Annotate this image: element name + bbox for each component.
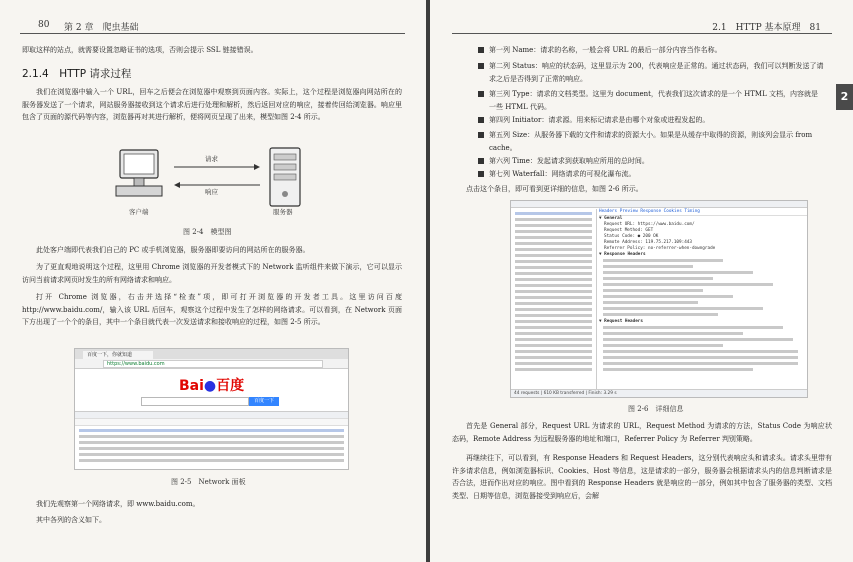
- table-row[interactable]: [79, 441, 344, 444]
- chapter-title: 第 2 章 爬虫基础: [64, 23, 139, 33]
- list-item[interactable]: [515, 362, 592, 365]
- address-bar[interactable]: https://www.baidu.com: [103, 360, 323, 368]
- table-row[interactable]: [79, 453, 344, 456]
- baidu-logo: Bai●百度: [179, 378, 245, 394]
- list-item[interactable]: [515, 248, 592, 251]
- server-label: 服务器: [273, 208, 293, 216]
- figure-2-4-caption: 图 2-4 模型图: [183, 228, 232, 236]
- figure-2-6-screenshot: [510, 200, 808, 398]
- page-number: 80: [38, 20, 50, 30]
- page-header: 2.1 HTTP 基本原理 81: [712, 23, 821, 33]
- list-item[interactable]: [515, 212, 592, 215]
- paragraph-2: 此处客户端即代表我们自己的 PC 或手机浏览器，服务器即要访问的网站所在的服务器。: [36, 246, 310, 254]
- list-item[interactable]: [515, 332, 592, 335]
- bullet-icon: [478, 63, 484, 69]
- bullet-item: 第五列 Size：从服务器下载的文件和请求的资源大小。如果是从缓存中取得的资源，则该列会显示 from cache。: [478, 129, 824, 154]
- chapter-tab: 2: [836, 84, 853, 110]
- header-rule: [452, 33, 832, 34]
- list-item[interactable]: [515, 326, 592, 329]
- list-item[interactable]: [515, 338, 592, 341]
- client-label: 客户端: [129, 208, 149, 216]
- list-item[interactable]: [515, 368, 592, 371]
- computer-icon: [116, 150, 162, 196]
- devtools-toolbar: [511, 201, 807, 208]
- figure-2-5-screenshot: [74, 348, 349, 470]
- figure-2-5-caption: 图 2-5 Network 面板: [171, 478, 246, 486]
- browser-tab[interactable]: 百度一下，你就知道: [83, 351, 153, 359]
- bullet-item: 第四列 Initiator：请求源。用来标记请求是由哪个对象或进程发起的。: [478, 114, 824, 127]
- request-name-list: [511, 209, 597, 391]
- list-item[interactable]: [515, 308, 592, 311]
- response-headers-title[interactable]: ▼ Response Headers: [599, 252, 646, 257]
- request-details-panel: [599, 209, 807, 374]
- list-item[interactable]: [515, 344, 592, 347]
- remote-address: Remote Address: 119.75.217.109:443: [604, 240, 692, 245]
- paragraph-2: 首先是 General 部分，Request URL 为请求的 URL，Request Method 为请求的方法，Status Code 为响应状态码，Remote Address 为远程服务器的地址和端口，Referrer Policy 为 Referrer 判别策略。: [452, 422, 832, 443]
- list-item[interactable]: [515, 278, 592, 281]
- network-request-table: [75, 429, 348, 462]
- list-item[interactable]: [515, 230, 592, 233]
- left-page: [0, 0, 426, 562]
- list-item[interactable]: [515, 254, 592, 257]
- devtools-tabs: [75, 411, 348, 419]
- bullet-item: 第三列 Type：请求的文档类型。这里为 document，代表我们这次请求的是一个 HTML 文档，内容就是一些 HTML 代码。: [478, 88, 824, 113]
- list-item[interactable]: [515, 272, 592, 275]
- baidu-homepage: [75, 369, 348, 411]
- bullet-item: 第六列 Time：发起请求到获取响应所用的总时间。: [478, 155, 824, 168]
- bullet-icon: [478, 132, 484, 138]
- list-item[interactable]: [515, 242, 592, 245]
- section-heading: 2.1.4 HTTP 请求过程: [22, 68, 132, 80]
- intro-paragraph: 即取这样的站点，就需要设置忽略证书的选项，否则会提示 SSL 链接错误。: [22, 46, 258, 54]
- request-headers-title[interactable]: ▼ Request Headers: [599, 319, 643, 324]
- table-row[interactable]: [79, 429, 344, 432]
- list-item[interactable]: [515, 266, 592, 269]
- bullet-icon: [478, 117, 484, 123]
- paragraph-6: 其中各列的含义如下。: [36, 516, 106, 524]
- paragraph-1: 点击这个条目，即可看到更详细的信息，如图 2-6 所示。: [466, 185, 643, 193]
- list-item[interactable]: [515, 260, 592, 263]
- bullet-icon: [478, 158, 484, 164]
- figure-2-4: [110, 144, 320, 222]
- search-button[interactable]: 百度一下: [249, 397, 279, 406]
- list-item[interactable]: [515, 236, 592, 239]
- list-item[interactable]: [515, 356, 592, 359]
- paw-icon: ●: [203, 378, 217, 394]
- list-item[interactable]: [515, 224, 592, 227]
- list-item[interactable]: [515, 320, 592, 323]
- request-url: Request URL: https://www.baidu.com/: [604, 222, 695, 227]
- paragraph-5: 我们先观察第一个网络请求，即 www.baidu.com。: [36, 500, 200, 508]
- bullet-icon: [478, 47, 484, 53]
- bullet-icon: [478, 91, 484, 97]
- browser-tabbar: [75, 349, 348, 359]
- list-item[interactable]: [515, 350, 592, 353]
- table-row[interactable]: [79, 447, 344, 450]
- bullet-icon: [478, 171, 484, 177]
- details-tabs[interactable]: Headers Preview Response Cookies Timing: [599, 209, 807, 216]
- request-headers-lines: [599, 326, 807, 371]
- devtools-filter-bar: [75, 419, 348, 426]
- response-headers-lines: [599, 259, 807, 316]
- table-row[interactable]: [79, 435, 344, 438]
- list-item[interactable]: [515, 218, 592, 221]
- paragraph-3: 为了更直观地说明这个过程，这里用 Chrome 浏览器的开发者模式下的 Network 监听组件来做下演示，它可以显示访问当前请求网页时发生的所有网络请求和响应。: [22, 263, 402, 284]
- response-label: 响应: [205, 188, 218, 196]
- bullet-item: 第一列 Name：请求的名称，一般会将 URL 的最后一部分内容当作名称。: [478, 44, 824, 57]
- network-status-bar: 44 requests | 610 KB transferred | Finish: 3.29 s: [511, 389, 807, 397]
- list-item[interactable]: [515, 290, 592, 293]
- bullet-item: 第二列 Status：响应的状态码，这里显示为 200，代表响应是正常的。通过状态码，我们可以判断发送了请求之后是否得到了正常的响应。: [478, 60, 824, 85]
- figure-2-6-caption: 图 2-6 详细信息: [628, 405, 684, 413]
- request-method: Request Method: GET: [604, 228, 654, 233]
- search-input[interactable]: [141, 397, 249, 406]
- list-item[interactable]: [515, 302, 592, 305]
- referrer-policy: Referrer Policy: no-referrer-when-downgrade: [604, 246, 716, 251]
- paragraph-1: 我们在浏览器中输入一个 URL，回车之后便会在浏览器中观察到页面内容。实际上，这个过程是浏览器向网站所在的服务器发送了一个请求，网站服务器接收到这个请求后进行处理和解析，然后返回对应的响应，接着传回给浏览器。响应里包含了页面的源代码等内容，浏览器再对其进行解析，便将网页呈现了出来，模型如图 2-4 所示。: [22, 88, 402, 121]
- general-section-title[interactable]: ▼ General: [599, 216, 623, 221]
- list-item[interactable]: [515, 284, 592, 287]
- server-icon: [270, 148, 300, 206]
- bullet-item: 第七列 Waterfall：网络请求的可视化瀑布流。: [478, 168, 824, 181]
- paragraph-4: 打开 Chrome 浏览器，右击并选择“检查”项，即可打开浏览器的开发者工具。这里访问百度 http://www.baidu.com/，输入该 URL 后回车，观察这个过程中发生了怎样的网络请求。可以看到，在 Network 页面下方出现了一个个的条目，其中一个条目就代表一次发送请求和接收响应的过程，如图 2-5 所示。: [22, 293, 402, 326]
- table-row[interactable]: [79, 459, 344, 462]
- right-page: [430, 0, 853, 562]
- browser-toolbar: [75, 359, 348, 369]
- list-item[interactable]: [515, 296, 592, 299]
- request-label: 请求: [205, 155, 218, 163]
- list-item[interactable]: [515, 314, 592, 317]
- status-code: Status Code: ● 200 OK: [604, 234, 659, 239]
- header-rule: [20, 33, 405, 34]
- paragraph-3: 再继续往下，可以看到，有 Response Headers 和 Request Headers，这分别代表响应头和请求头。请求头里带有许多请求信息，例如浏览器标识、Cookies、Host 等信息，这是请求的一部分，服务器会根据请求头内的信息判断请求是否合法，进而作出对应的响应。图中看到的 Response Headers 就是响应的一部分，例如其中包含了服务器的类型、文档类型、日期等信息，浏览器接受到响应后，会解: [452, 454, 832, 500]
- request-arrow: [174, 164, 260, 170]
